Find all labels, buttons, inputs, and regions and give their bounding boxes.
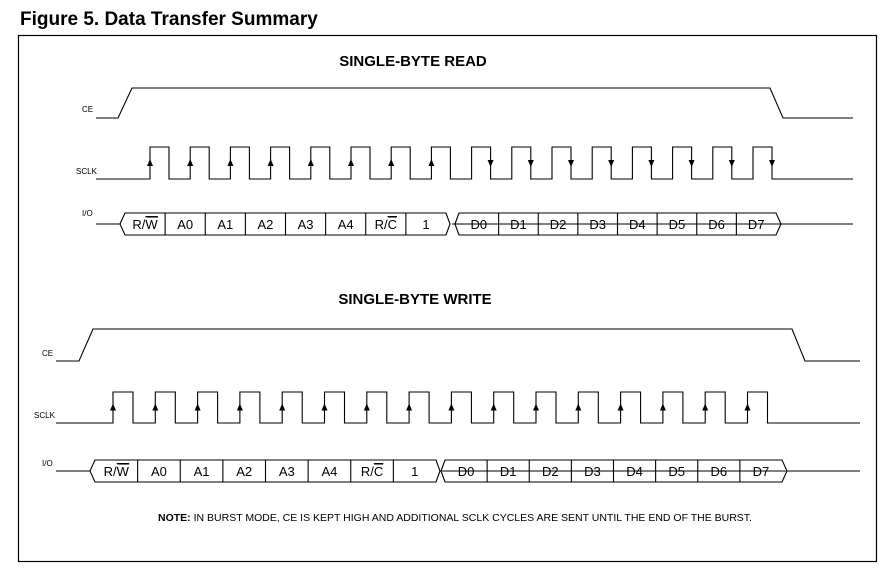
rising-edge-arrow xyxy=(110,404,116,411)
io-data-cell: D7 xyxy=(747,217,765,232)
falling-edge-arrow xyxy=(648,160,654,167)
io-address-cell: 1 xyxy=(411,464,419,479)
write-section-title: SINGLE-BYTE WRITE xyxy=(338,291,492,308)
io-address-cell: A3 xyxy=(278,464,295,479)
burst-mode-note xyxy=(158,512,752,524)
io-address-cell: A3 xyxy=(297,217,314,232)
rising-edge-arrow xyxy=(618,404,624,411)
rising-edge-arrow xyxy=(308,159,314,166)
figure-title: Figure 5. Data Transfer Summary xyxy=(20,9,318,30)
io-address-cell: A4 xyxy=(337,217,354,232)
io-data-cell: D1 xyxy=(499,464,517,479)
io-data-cell: D7 xyxy=(752,464,770,479)
rising-edge-arrow xyxy=(388,159,394,166)
io-address-cell: R/C xyxy=(374,217,398,232)
io-data-cell: D2 xyxy=(542,464,559,479)
rising-edge-arrow xyxy=(364,404,370,411)
io-data-cell: D0 xyxy=(457,464,475,479)
sclk-waveform xyxy=(96,147,853,179)
rising-edge-arrow xyxy=(745,404,751,411)
read-waveforms xyxy=(96,88,853,235)
io-address-cell: R/W xyxy=(132,217,158,232)
io-data-cell: D5 xyxy=(668,217,686,232)
rising-edge-arrow xyxy=(702,404,708,411)
rising-edge-arrow xyxy=(491,404,497,411)
falling-edge-arrow xyxy=(488,160,494,167)
read-io-label: I/O xyxy=(82,209,93,218)
rising-edge-arrow xyxy=(533,404,539,411)
ce-waveform xyxy=(56,329,860,361)
io-data-cell: D3 xyxy=(584,464,601,479)
io-data-cell: D1 xyxy=(510,217,527,232)
io-address-cell: 1 xyxy=(422,217,430,232)
rising-edge-arrow xyxy=(147,159,153,166)
io-address-cell: A1 xyxy=(193,464,210,479)
rising-edge-arrow xyxy=(575,404,581,411)
io-address-cell: A0 xyxy=(150,464,167,479)
io-address-cell: A4 xyxy=(321,464,338,479)
falling-edge-arrow xyxy=(769,160,775,167)
rising-edge-arrow xyxy=(237,404,243,411)
rising-edge-arrow xyxy=(195,404,201,411)
sclk-waveform xyxy=(56,392,860,423)
falling-edge-arrow xyxy=(528,160,534,167)
write-ce-label: CE xyxy=(42,349,54,358)
write-io-label: I/O xyxy=(42,459,53,468)
io-address-cell: A2 xyxy=(236,464,253,479)
io-address-cell: R/C xyxy=(360,464,384,479)
read-section-title: SINGLE-BYTE READ xyxy=(339,53,487,70)
rising-edge-arrow xyxy=(348,159,354,166)
io-data-cell: D0 xyxy=(470,217,488,232)
io-data-cell: D5 xyxy=(668,464,685,479)
rising-edge-arrow xyxy=(322,404,328,411)
write-waveforms xyxy=(56,329,860,482)
io-data-cell: D4 xyxy=(626,464,643,479)
io-address-cell: A0 xyxy=(177,217,194,232)
rising-edge-arrow xyxy=(227,159,233,166)
rising-edge-arrow xyxy=(152,404,158,411)
rising-edge-arrow xyxy=(406,404,412,411)
io-address-cell: R/W xyxy=(103,464,129,479)
rising-edge-arrow xyxy=(448,404,454,411)
io-data-cell: D2 xyxy=(549,217,567,232)
falling-edge-arrow xyxy=(568,160,574,167)
rising-edge-arrow xyxy=(187,159,193,166)
io-data-cell: D6 xyxy=(708,217,725,232)
rising-edge-arrow xyxy=(279,404,285,411)
falling-edge-arrow xyxy=(608,160,614,167)
rising-edge-arrow xyxy=(660,404,666,411)
read-sclk-label: SCLK xyxy=(76,167,97,176)
rising-edge-arrow xyxy=(428,159,434,166)
rising-edge-arrow xyxy=(268,159,274,166)
io-data-cell: D3 xyxy=(589,217,606,232)
io-address-cell: A1 xyxy=(217,217,234,232)
ce-waveform xyxy=(96,88,853,118)
io-data-cell: D4 xyxy=(629,217,646,232)
write-sclk-label: SCLK xyxy=(34,411,55,420)
note-prefix: NOTE: xyxy=(158,512,191,524)
falling-edge-arrow xyxy=(729,160,735,167)
io-address-cell: A2 xyxy=(257,217,274,232)
io-data-cell: D6 xyxy=(710,464,728,479)
falling-edge-arrow xyxy=(689,160,695,167)
read-ce-label: CE xyxy=(82,105,94,114)
note-text: IN BURST MODE, CE IS KEPT HIGH AND ADDITIONAL SCLK CYCLES ARE SENT UNTIL THE END OF THE BURST. xyxy=(190,512,752,524)
